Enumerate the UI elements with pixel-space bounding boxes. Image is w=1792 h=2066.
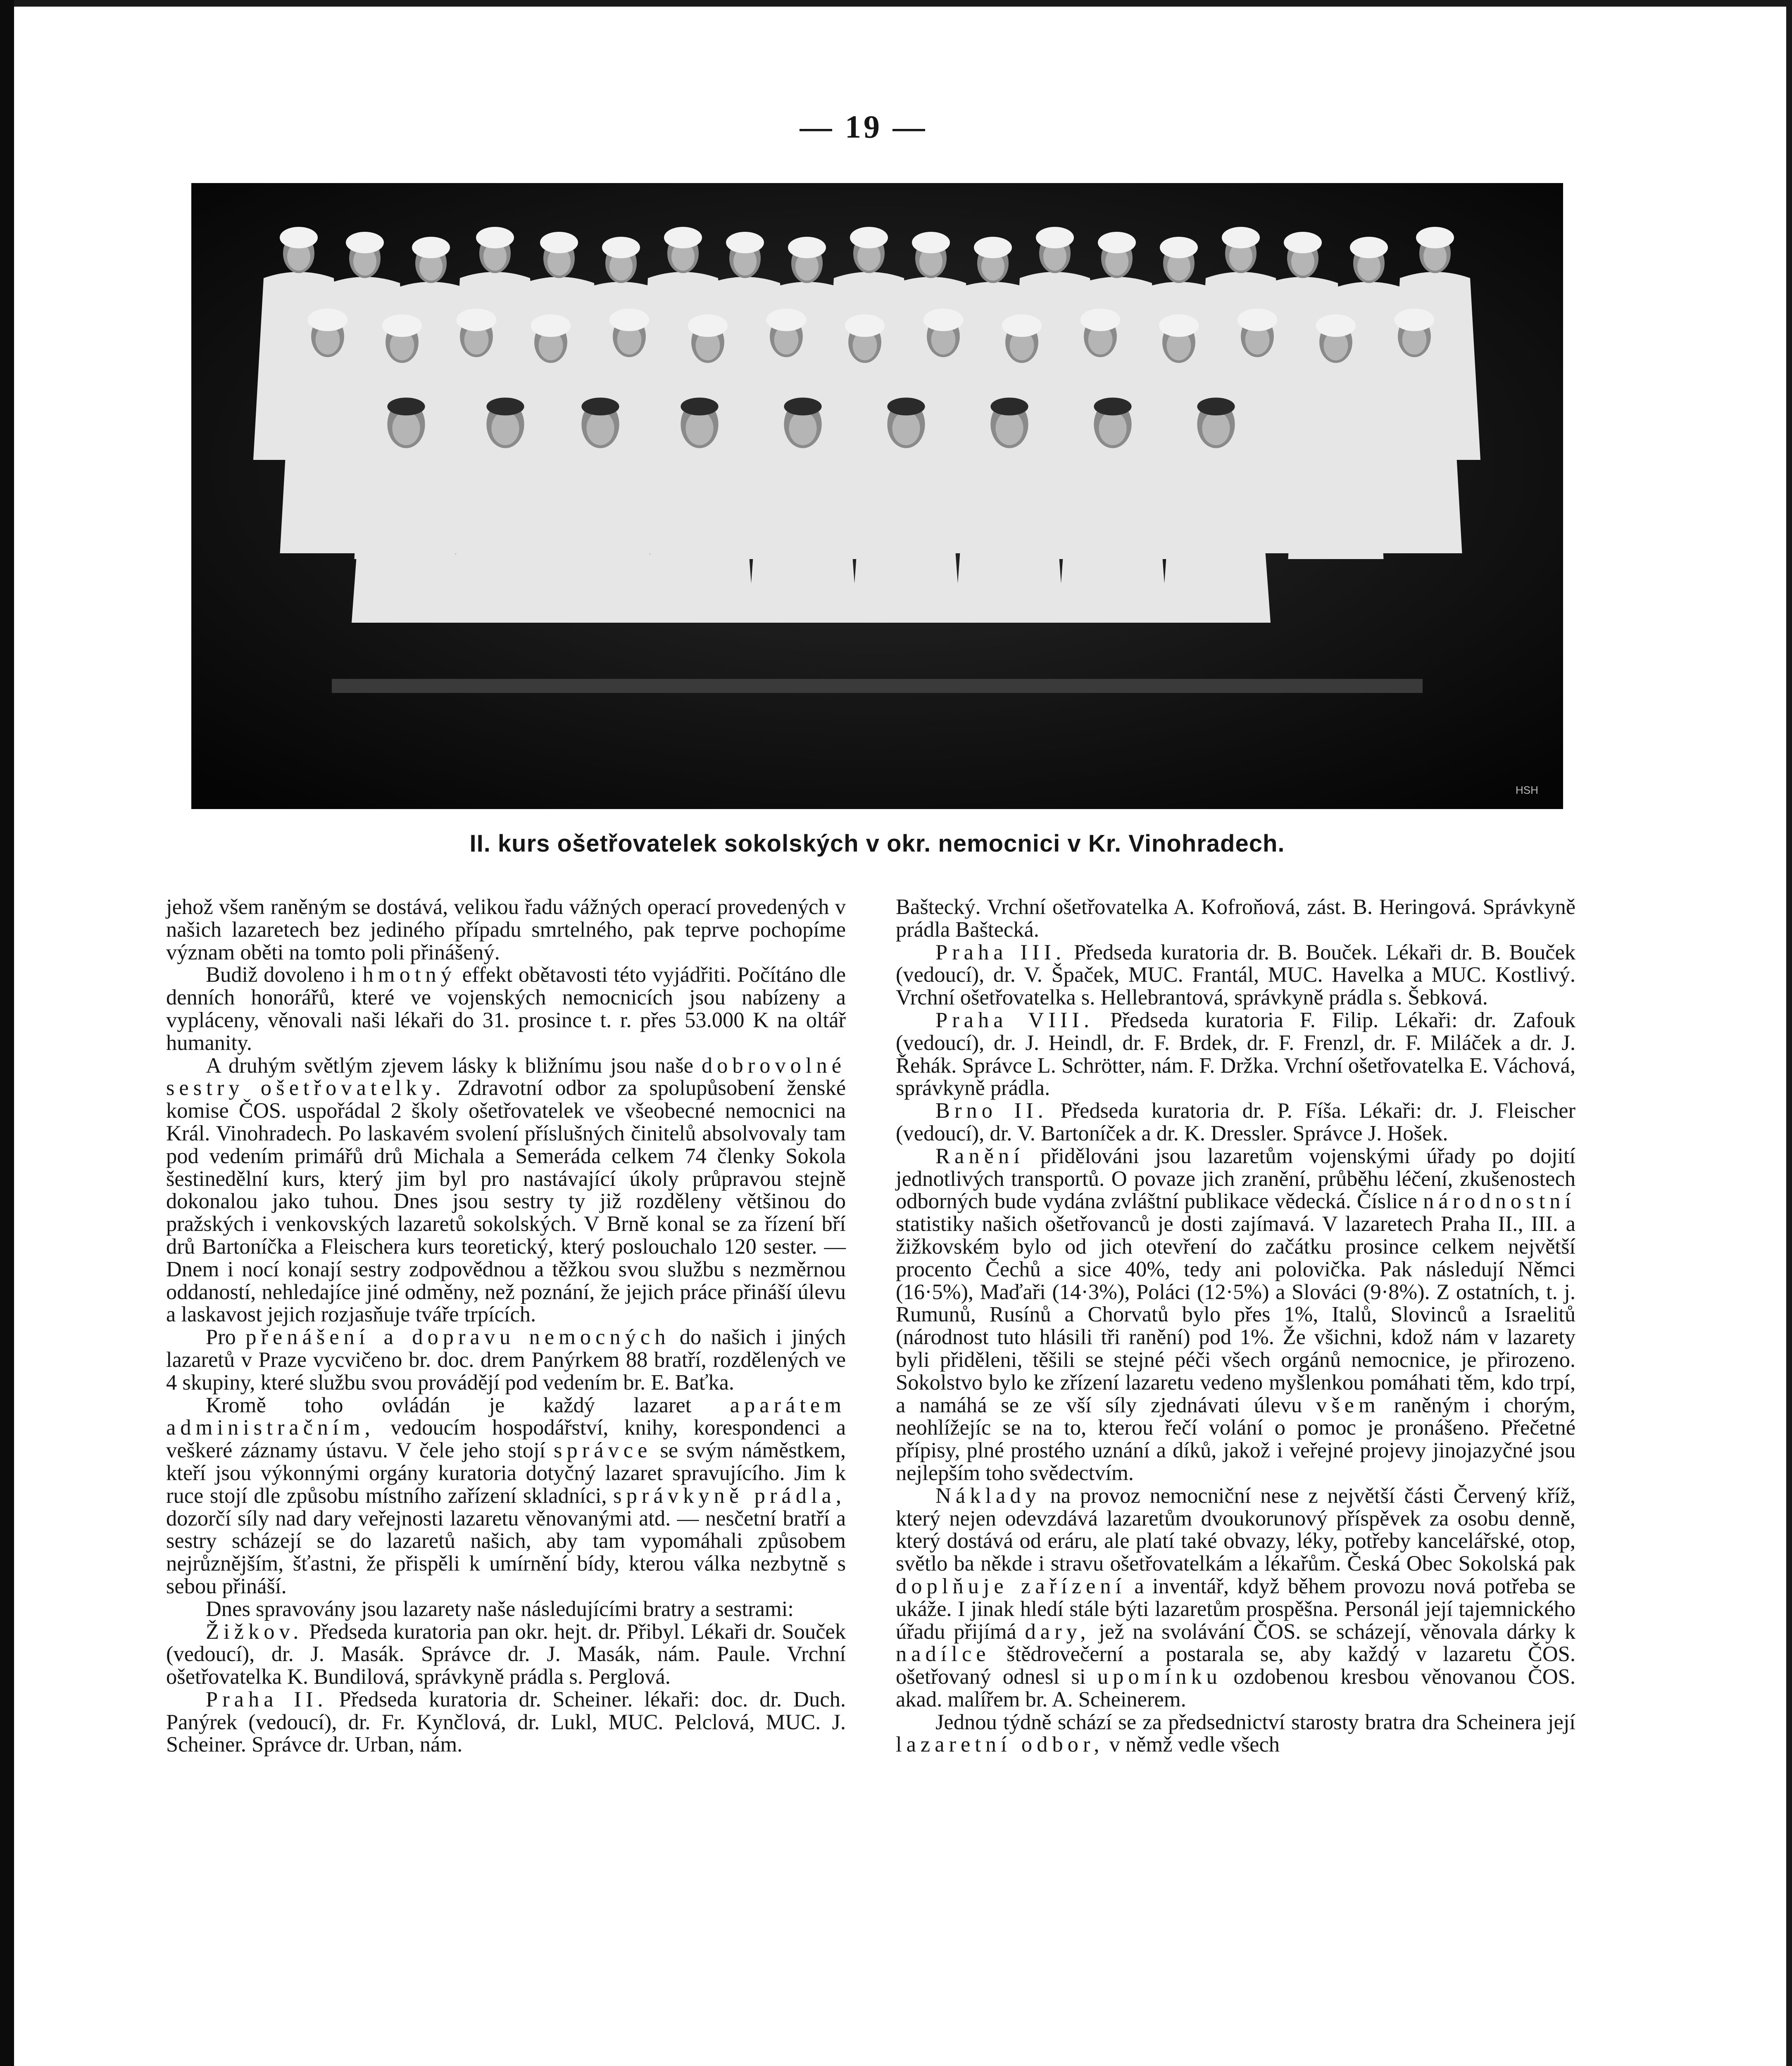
text-run: do našich i jiných lazaretů v Praze vycvičeno br. doc. drem Panýrkem 88 bratří, rozdělených ve 4 skupiny, které službu svou provádějí pod vedením br. E. Baťka. bbox=[166, 1325, 846, 1395]
paragraph bbox=[166, 1598, 846, 1621]
text-run: A druhým světlým zjevem lásky k bližnímu jsou naše bbox=[206, 1053, 702, 1078]
paragraph bbox=[896, 1100, 1575, 1145]
paragraph bbox=[896, 941, 1575, 1009]
spaced-emphasis: nadílce bbox=[896, 1642, 990, 1666]
text-run: přidělováni jsou lazaretům vojenskými úřady po dojití jednotlivých transportů. O povaze jich zranění, průběhu léčení, zkušenostech odborných bude vydána zvláštní publikace vědecká. Číslice bbox=[896, 1144, 1575, 1214]
spaced-emphasis: všem bbox=[1316, 1393, 1380, 1417]
spaced-emphasis: lazaretní odbor, bbox=[896, 1733, 1104, 1757]
text-run: v němž vedle všech bbox=[1104, 1733, 1280, 1757]
spaced-emphasis: správkyně prádla, bbox=[613, 1483, 846, 1508]
text-run: jež na svolávání ČOS. se scházejí, věnovala dárky k bbox=[1090, 1619, 1575, 1644]
page-number: — 19 — bbox=[800, 109, 928, 145]
text-run: na provoz nemocniční nese z největší části Červený kříž, který nejen odevzdává lazaretům dvoukorunový příspěvek za osobu denně, který dostává od eráru, ale platí také obvazy, léky, potřeby kancelářské, otop, světlo ba někde i stravu ošetřovatelkám a lékařům. Česká Obec Sokolská pak bbox=[896, 1483, 1575, 1576]
spaced-emphasis: Praha III. bbox=[935, 940, 1066, 964]
spaced-emphasis: upomínku bbox=[1097, 1665, 1222, 1689]
text-run: effekt obětavosti této vyjádřiti. Počítáno dle denních honorářů, které ve vojenských nemocnicích jsou nabízeny a vypláceny, věnovali naši lékaři do 31. prosince t. r. přes 53.000 K na oltář humanity. bbox=[166, 963, 846, 1055]
text-run: Předseda kuratoria pan okr. hejt. dr. Přibyl. Lékaři dr. Souček (vedoucí), dr. J. Masák. Správce dr. J. Masák, nám. Paule. Vrchní ošetřovatelka K. Bundilová, správkyně prádla s. Perglová. bbox=[166, 1619, 846, 1689]
text-run: Budiž dovoleno i bbox=[206, 963, 363, 987]
paragraph bbox=[896, 1711, 1575, 1757]
paragraph bbox=[896, 1145, 1575, 1485]
text-run: statistiky našich ošetřovanců je dosti zajímavá. V lazaretech Praha II., III. a žižkovském bylo od jich otevření do začátku prosince celkem největší procento Čechů a sice 40%, tedy ani polovička. Pak následují Němci (16·5%), Maďaři (14·3%), Poláci (12·5%) a Slováci (9·8%). Z ostatních, t. j. Rumunů, Rusínů a Chorvatů bylo přes 1%, Italů, Slovinců a Israelitů (národnost tuto hlásili tři ranění) pod 1%. Že všichni, kdož nám v lazarety byli přiděleni, těšili se stejné péči všech orgánů nemocnice, je přirozeno. Sokolstvo bylo ke zřízení lazaretu vedeno myšlenkou pomáhati těm, kdo trpí, a namáhá se ze vší síly zjednávati úlevu bbox=[896, 1212, 1575, 1417]
spaced-emphasis: Ranění bbox=[935, 1144, 1024, 1168]
group-photograph bbox=[191, 183, 1563, 809]
text-run: raněným i chorým, neohlížejíc se na to, kterou řečí volání o pomoc je pronášeno. Přečetné přípisy, plné prostého uznání a díků, jakož i veřejné projevy jinojazyčné jsou nejlepším toho svědectvím. bbox=[896, 1393, 1575, 1485]
text-run: Dnes spravovány jsou lazarety naše následujícími bratry a sestrami: bbox=[206, 1597, 794, 1621]
text-run: Baštecký. Vrchní ošetřovatelka A. Kofroňová, zást. B. Heringová. Správkyně prádla Baštecká. bbox=[896, 895, 1575, 942]
spaced-emphasis: správce bbox=[554, 1438, 652, 1463]
spaced-emphasis: Náklady bbox=[935, 1483, 1041, 1508]
text-column-left bbox=[166, 896, 846, 1756]
paragraph bbox=[166, 1326, 846, 1394]
text-run: ozdobenou kresbou věnovanou ČOS. akad. malířem br. A. Scheinerem. bbox=[896, 1665, 1575, 1711]
paragraph bbox=[166, 1394, 846, 1598]
text-run: Předseda kuratoria dr. B. Bouček. Lékaři dr. B. Bouček (vedoucí), dr. V. Špaček, MUC. Frantál, MUC. Havelka a MUC. Kostlivý. Vrchní ošetřovatelka s. Hellebrantová, správkyně prádla s. Šebková. bbox=[896, 940, 1576, 1010]
scan-border-right bbox=[1786, 0, 1792, 2066]
bench bbox=[332, 679, 1423, 693]
paragraph bbox=[166, 896, 846, 964]
paragraph bbox=[896, 1009, 1575, 1100]
text-run: jehož všem raněným se dostává, velikou řadu vážných operací provedených v našich lazaretech bez jediného případu smrtelného, pak teprve pochopíme význam oběti na tomto poli přinášený. bbox=[166, 895, 846, 964]
paragraph bbox=[166, 964, 846, 1054]
text-run: Předseda kuratoria dr. P. Fíša. Lékaři: dr. J. Fleischer (vedoucí), dr. V. Bartoníček a dr. K. Dressler. Správce J. Hošek. bbox=[896, 1099, 1575, 1145]
spaced-emphasis: aparátem administračním, bbox=[166, 1393, 846, 1440]
spaced-emphasis: Žižkov. bbox=[206, 1619, 303, 1644]
text-run: Kromě toho ovládán je každý lazaret bbox=[206, 1393, 730, 1417]
text-run: a inventář, když během provozu nová potřeba se ukáže. I jinak hledí stále býti lazaretům prospěšna. Personál její tajemnického úřadu přijímá bbox=[896, 1574, 1576, 1644]
paragraph bbox=[896, 1485, 1575, 1711]
spaced-emphasis: dary, bbox=[1025, 1619, 1090, 1644]
text-run: Předseda kuratoria F. Filip. Lékaři: dr. Zafouk (vedoucí), dr. J. Heindl, dr. F. Brdek, dr. F. Frenzl, dr. F. Miláček a dr. J. Řehák. Správce L. Schrötter, nám. F. Držka. Vrchní ošetřovatelka E. Váchová, správkyně prádla. bbox=[896, 1008, 1576, 1100]
text-run: se svým náměstkem, kteří jsou výkonnými orgány kuratoria dotyčný lazaret spravujícího. Jim k ruce stojí dle způsobu místního zařízení skladníci, bbox=[166, 1438, 846, 1508]
paragraph bbox=[166, 1621, 846, 1688]
text-run: Zdravotní odbor za spolupůsobení ženské komise ČOS. uspořádal 2 školy ošetřovatelek ve všeobecné nemocnici na Král. Vinohradech. Po laskavém svolení příslušných činitelů absolvovaly tam pod vedením primářů drů Michala a Semeráda celkem 74 členky Sokola šestinedělní kurs, který jim byl pro nastávající úkoly průpravou stejně dokonalou jako tuhou. Dnes jsou sestry ty již rozděleny většinou do pražských i venkovských lazaretů sokolských. V Brně konal se za řízení bří drů Bartoníčka a Fleischera kurs teoretický, který poslouchalo 120 sester. — Dnem i nocí konají sestry zodpovědnou a těžkou svou službu s nezměrnou oddaností, nehledajíce jiné odměny, než poznání, že jejich práce přináší úlevu a laskavost jejich rozjasňuje tváře trpících. bbox=[166, 1076, 846, 1327]
text-run: štědrovečerní a postarala se, aby každý v lazaretu ČOS. ošetřovaný odnesl si bbox=[896, 1642, 1575, 1689]
text-run: Pro bbox=[206, 1325, 246, 1350]
scan-border-left bbox=[0, 0, 14, 2066]
text-run: dozorčí síly nad dary veřejnosti lazaretu věnovanými atd. — nesčetní bratří a sestry scházejí se do lazaretů našich, aby tam vypomáhali způsobem nejrůznějším, šťastni, že přispěli k umírnění bídy, kterou válka nezbytně s sebou přináší. bbox=[166, 1506, 846, 1598]
spaced-emphasis: Brno II. bbox=[935, 1099, 1048, 1123]
text-run: Předseda kuratoria dr. Scheiner. lékaři: doc. dr. Duch. Panýrek (vedoucí), dr. Fr. Kynčlová, dr. Lukl, MUC. Pelclová, MUC. J. Scheiner. Správce dr. Urban, nám. bbox=[166, 1687, 846, 1757]
spaced-emphasis: dobrovolné sestry ošetřovatelky. bbox=[166, 1053, 846, 1100]
spaced-emphasis: hmotný bbox=[362, 963, 456, 987]
paragraph bbox=[896, 896, 1575, 941]
text-column-right bbox=[896, 896, 1575, 1756]
spaced-emphasis: národnostní bbox=[1423, 1189, 1575, 1214]
photo-signature: HSH bbox=[1516, 784, 1538, 796]
photo-caption: II. kurs ošetřovatelek sokolských v okr. nemocnici v Kr. Vinohradech. bbox=[469, 830, 1285, 857]
text-run: Jednou týdně schází se za předsednictví starosty bratra dra Scheinera její bbox=[935, 1710, 1575, 1734]
spaced-emphasis: doplňuje zařízení bbox=[896, 1574, 1126, 1598]
spaced-emphasis: Praha VIII. bbox=[935, 1008, 1094, 1032]
text-run: vedoucím hospodářství, knihy, korespondenci a veškeré záznamy ústavu. V čele jeho stojí bbox=[166, 1416, 846, 1463]
spaced-emphasis: přenášení a dopravu nemocných bbox=[245, 1325, 670, 1350]
scan-border-top bbox=[0, 0, 1792, 7]
paragraph bbox=[166, 1688, 846, 1756]
spaced-emphasis: Praha II. bbox=[206, 1687, 328, 1711]
paragraph bbox=[166, 1054, 846, 1326]
